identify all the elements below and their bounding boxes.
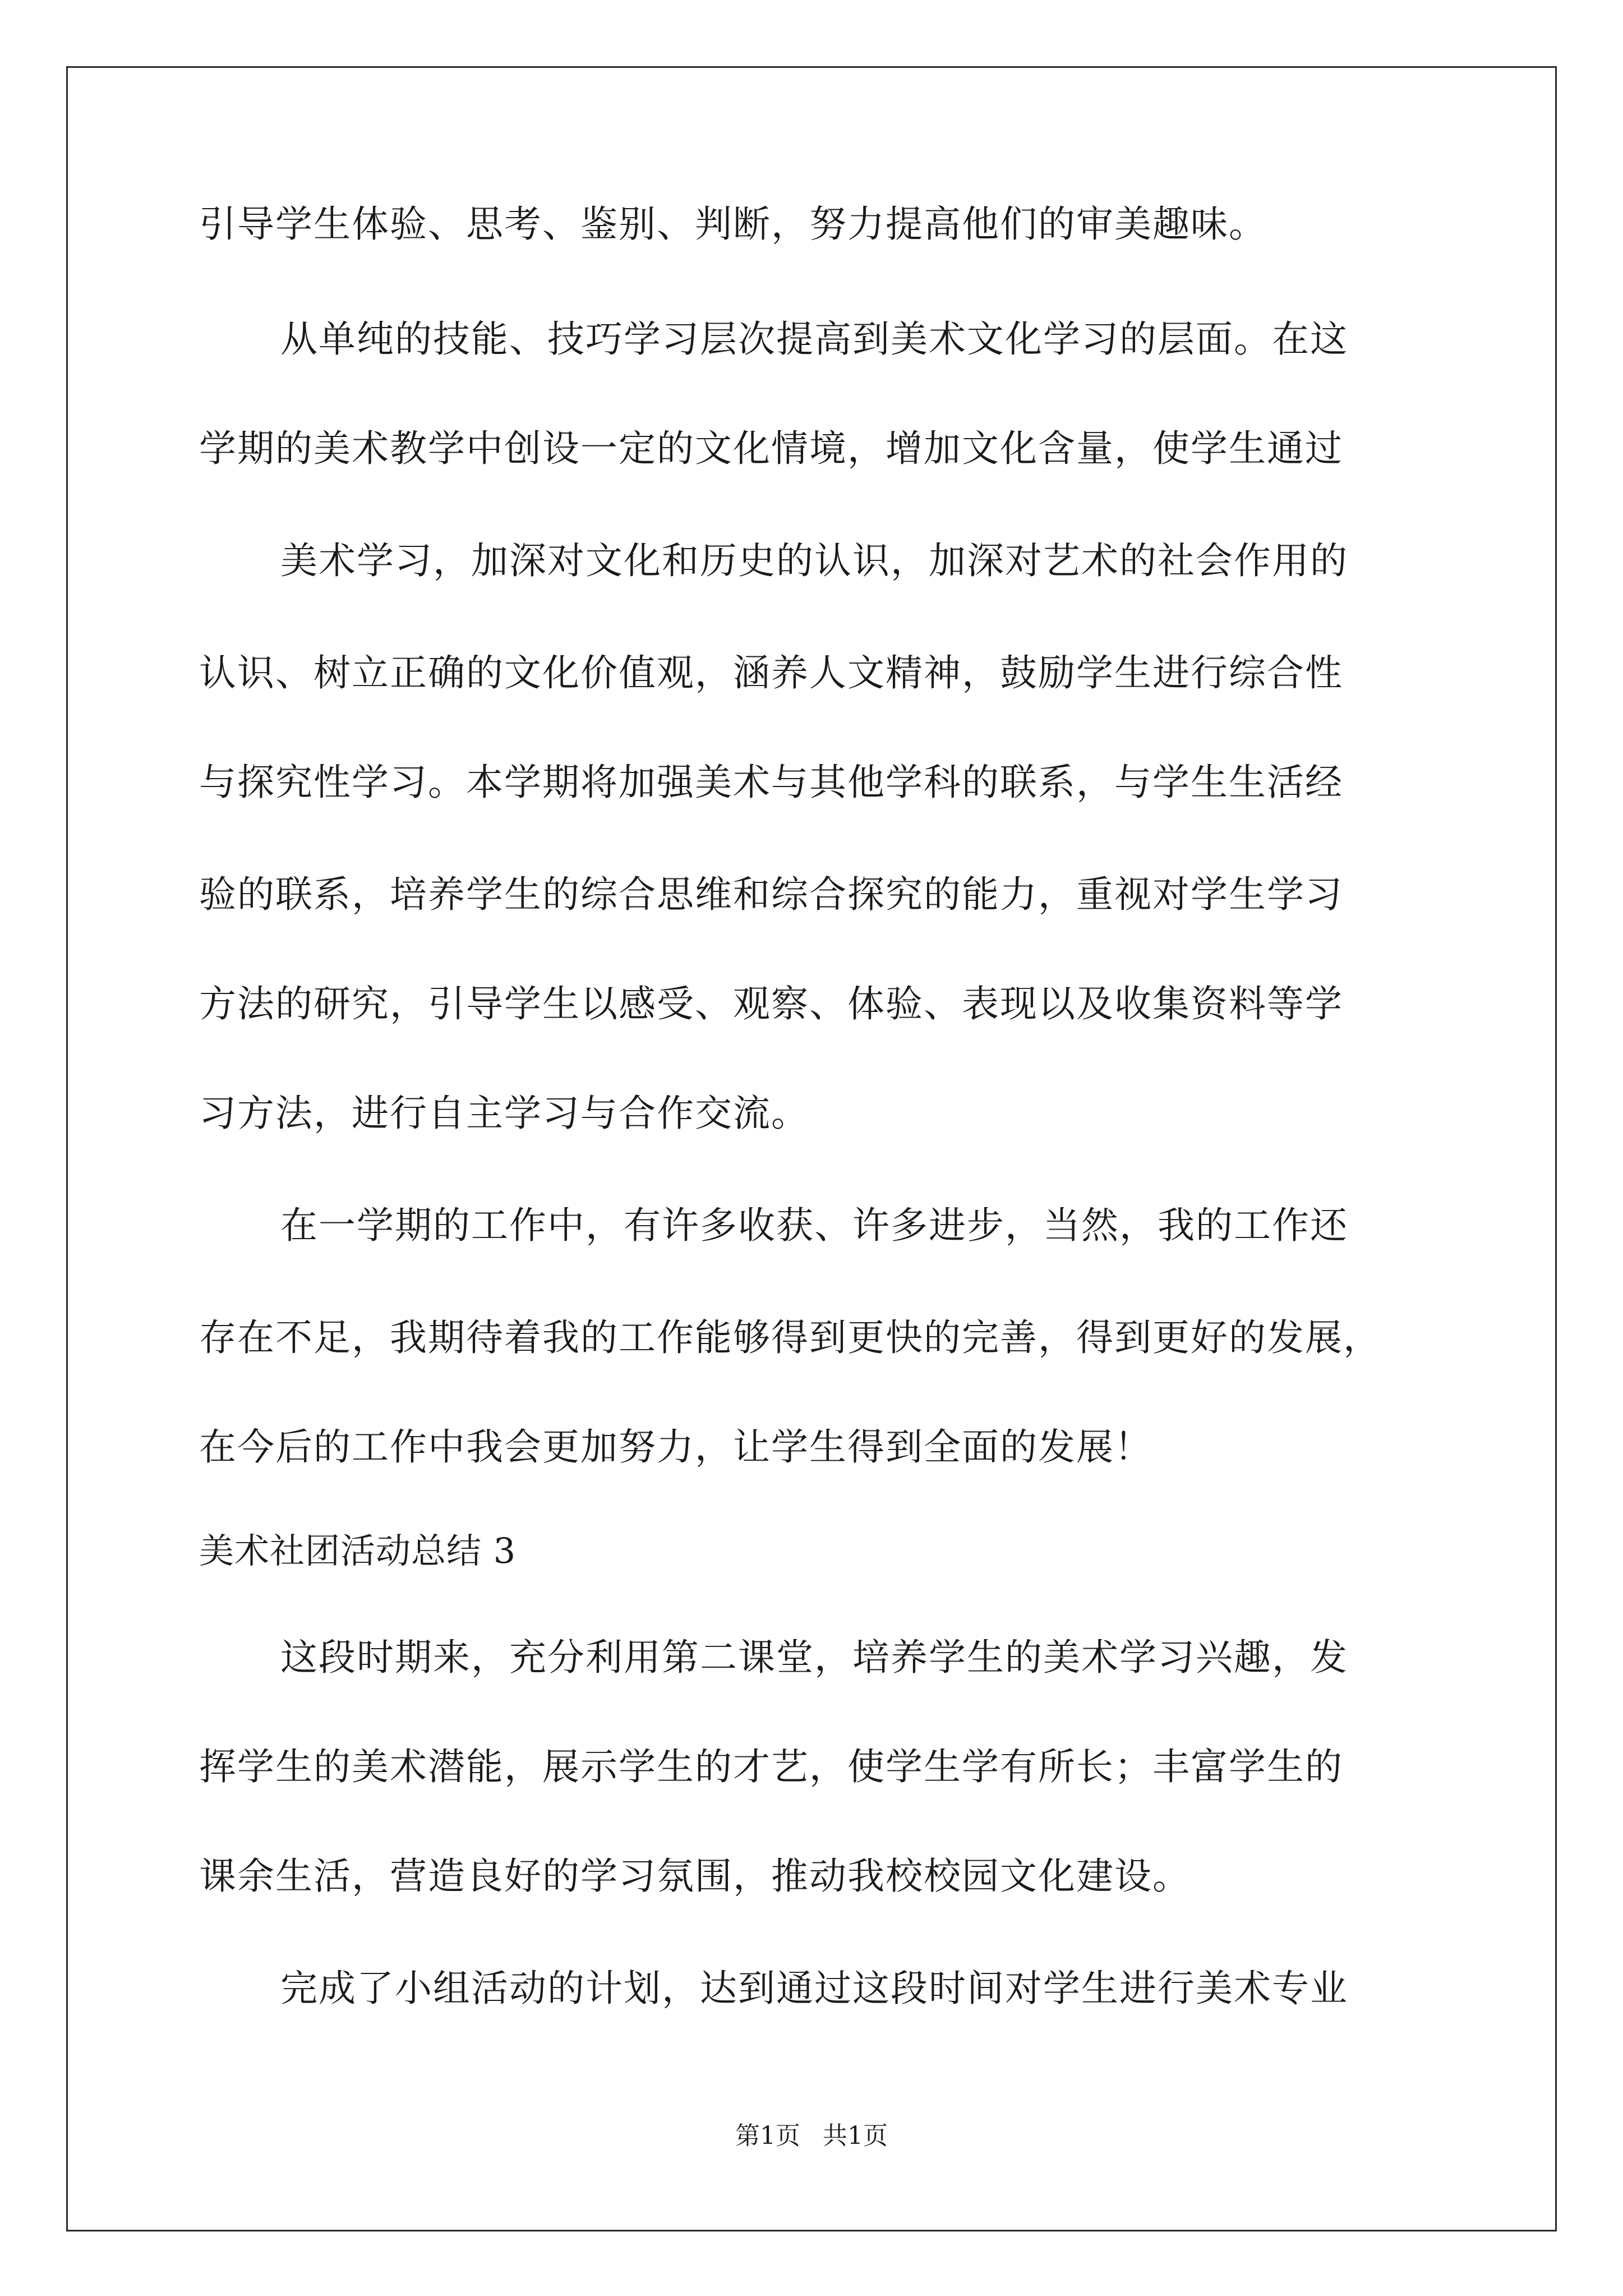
page-footer <box>0 2120 1623 2152</box>
page-total: 共1页 <box>823 2122 888 2150</box>
page-number: 第1页 <box>735 2122 800 2150</box>
body-text-line: 与探究性学习。本学期将加强美术与其他学科的联系，与学生生活经 <box>199 761 1343 804</box>
body-text-line: 完成了小组活动的计划，达到通过这段时间对学生进行美术专业 <box>280 1967 1348 2010</box>
body-text-line: 从单纯的技能、技巧学习层次提高到美术文化学习的层面。在这 <box>280 318 1348 361</box>
body-text-line: 学期的美术教学中创设一定的文化情境，增加文化含量，使学生通过 <box>199 427 1343 470</box>
page-border <box>66 66 1557 2231</box>
body-text-line: 在一学期的工作中，有许多收获、许多进步，当然，我的工作还 <box>280 1204 1348 1247</box>
body-text-line: 验的联系，培养学生的综合思维和综合探究的能力，重视对学生学习 <box>199 873 1343 916</box>
body-text-line: 存在不足，我期待着我的工作能够得到更快的完善，得到更好的发展， <box>199 1316 1381 1359</box>
body-text-line: 方法的研究，引导学生以感受、观察、体验、表现以及收集资料等学 <box>199 982 1343 1025</box>
section-heading: 美术社团活动总结 3 <box>199 1530 517 1571</box>
body-text-line: 美术学习，加深对文化和历史的认识，加深对艺术的社会作用的 <box>280 539 1348 582</box>
body-text-line: 习方法，进行自主学习与合作交流。 <box>199 1092 809 1135</box>
body-text-line: 挥学生的美术潜能，展示学生的才艺，使学生学有所长；丰富学生的 <box>199 1745 1343 1788</box>
body-text-line: 课余生活，营造良好的学习氛围，推动我校校园文化建设。 <box>199 1855 1191 1898</box>
body-text-line: 在今后的工作中我会更加努力，让学生得到全面的发展！ <box>199 1425 1152 1469</box>
body-text-line: 认识、树立正确的文化价值观，涵养人文精神，鼓励学生进行综合性 <box>199 651 1343 694</box>
body-text-line: 引导学生体验、思考、鉴别、判断，努力提高他们的审美趣味。 <box>199 203 1267 246</box>
body-text-line: 这段时期来，充分利用第二课堂，培养学生的美术学习兴趣，发 <box>280 1636 1348 1679</box>
